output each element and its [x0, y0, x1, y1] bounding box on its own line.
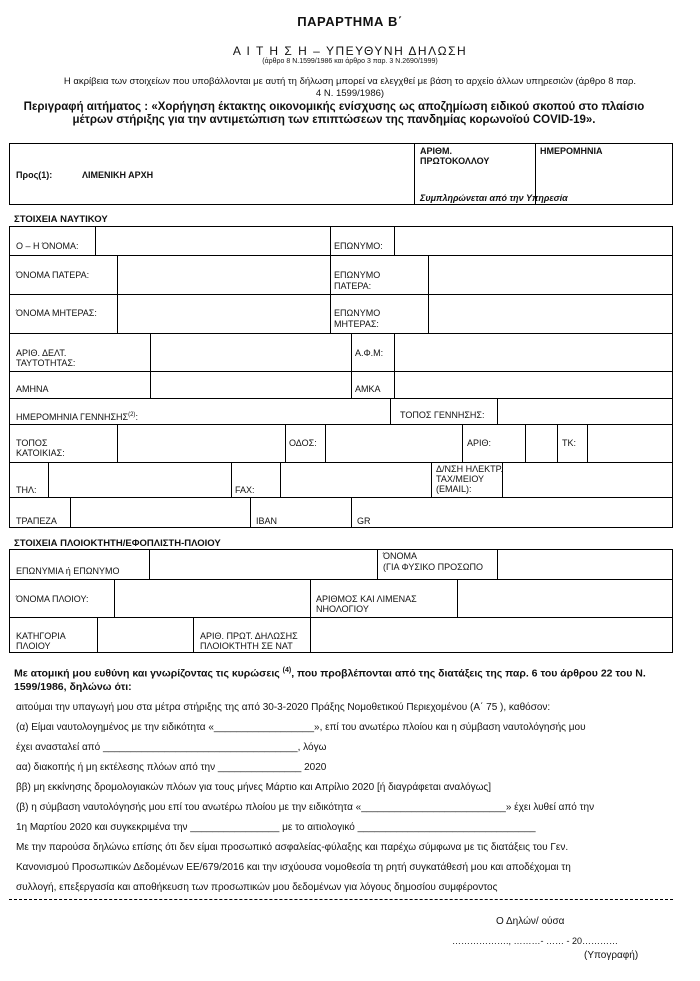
birth-date-colon: : [135, 412, 138, 422]
filled-by-service: Συμπληρώνεται από την Υπηρεσία [420, 193, 568, 203]
declaration-line-5: ββ) μη εκκίνησης δρομολογιακών πλόων για τους μήνες Μάρτιο και Απρίλιο 2020 [ή διαγράφεται αναλόγως] [16, 782, 492, 793]
request-text: «Χορήγηση έκτακτης οικονομικής ενίσχυσης ως αποζημίωση ειδικού σκοπού στο πλαίσιο μέτρων στήριξης για την αντιμετώπιση των επιπτώσεων της πανδημίας κορωνοϊού COVID-19». [72, 101, 645, 126]
birth-place-label: ΤΟΠΟΣ ΓΕΝΝΗΣΗΣ: [400, 410, 485, 420]
ship-name-label: ΌΝΟΜΑ ΠΛΟΙΟΥ: [16, 594, 89, 604]
afm-label: Α.Φ.Μ: [355, 348, 384, 358]
father-name-label: ΌΝΟΜΑ ΠΑΤΕΡΑ: [16, 270, 90, 280]
declaration-line-1: αιτούμαι την υπαγωγή μου στα μέτρα στήριξης της από 30-3-2020 Πράξης Νομοθετικού Περιεχομένου (Α΄ 75 ), καθόσον: [16, 702, 551, 713]
amina-label: ΑΜΗΝΑ [16, 384, 49, 394]
surname-label: ΕΠΩΝΥΜΟ: [334, 241, 383, 251]
protocol-number-label: ΑΡΙΘΜ. ΠΡΩΤΟΚΟΛΛΟΥ [420, 146, 490, 166]
residence-label-2: ΚΑΤΟΙΚΙΑΣ: [16, 448, 65, 458]
declaration-title [14, 664, 664, 694]
mother-surname-label-1: ΕΠΩΝΥΜΟ [334, 308, 381, 318]
form-legal-ref: (άρθρο 8 Ν.1599/1986 και άρθρο 3 παρ. 3 Ν.2690/1999) [262, 58, 438, 65]
postcode-label: ΤΚ: [562, 438, 577, 448]
declaration-title-a: Με ατομική μου ευθύνη και γνωρίζοντας τις κυρώσεις [14, 667, 280, 680]
owner-name-label-1: ΌΝΟΜΑ [383, 551, 417, 561]
declaration-line-6: (β) η σύμβαση ναυτολόγησής μου επί του ανωτέρω πλοίου με την ειδικότητα «__________________________» έχει λυθεί από την [16, 802, 595, 813]
email-label-1: Δ/ΝΣΗ ΗΛΕΚΤΡ. [436, 464, 503, 474]
id-number-label-1: ΑΡΙΘ. ΔΕΛΤ. [16, 348, 67, 358]
declaration-footnote: (4) [282, 667, 292, 674]
accuracy-note: Η ακρίβεια των στοιχείων που υποβάλλονται με αυτή τη δήλωση μπορεί να ελεγχθεί με βάση το αρχείο άλλων υπηρεσιών (άρθρο 8 παρ. 4 Ν. 1599/1986) [63, 76, 637, 99]
date-label: ΗΜΕΡΟΜΗΝΙΑ [540, 146, 603, 156]
request-description [6, 101, 662, 127]
father-surname-label-1: ΕΠΩΝΥΜΟ [334, 270, 381, 280]
iban-label: IBAN [256, 516, 278, 526]
annex-title: ΠΑΡΑΡΤΗΜΑ Β΄ [297, 14, 403, 29]
to-value: ΛΙΜΕΝΙΚΗ ΑΡΧΗ [82, 170, 154, 180]
declaration-divider [9, 899, 673, 900]
signature-date: ………………., ………- …… - 20………… [452, 936, 619, 946]
declaration-line-8: Με την παρούσα δηλώνω επίσης ότι δεν είμαι προσωπικό ασφαλείας-φύλαξης και παρέχω σύμφωνα με τις διατάξεις του Γεν. [16, 842, 569, 853]
fax-label: FAX: [235, 485, 255, 495]
id-number-label-2: ΤΑΥΤΟΤΗΤΑΣ: [16, 358, 76, 368]
sailor-section-header: ΣΤΟΙΧΕΙΑ ΝΑΥΤΙΚΟΥ [14, 214, 108, 225]
request-label: Περιγραφή αιτήματος : [23, 101, 149, 113]
declaration-title-b: , που προβλέπονται από της διατάξεις της παρ. 6 του άρθρου 22 του Ν. 1599/1986, δηλώνω ότι: [14, 667, 646, 693]
signature-label: (Υπογραφή) [584, 950, 639, 961]
birth-date-label [16, 410, 138, 422]
category-label-2: ΠΛΟΙΟΥ [16, 641, 51, 651]
birth-date-text: ΗΜΕΡΟΜΗΝΙΑ ΓΕΝΝΗΣΗΣ [16, 412, 129, 422]
declaration-line-7: 1η Μαρτίου 2020 και συγκεκριμένα την ________________ με το αιτιολογικό ________________________________ [16, 822, 536, 833]
declaration-line-10: συλλογή, επεξεργασία και αποθήκευση των προσωπικών μου δεδομένων για λόγους δημοσίου συμφέροντος [16, 882, 498, 893]
mother-name-label: ΌΝΟΜΑ ΜΗΤΕΡΑΣ: [16, 308, 97, 318]
street-number-label: ΑΡΙΘ: [467, 438, 492, 448]
registry-label-2: ΝΗΟΛΟΓΙΟΥ [316, 604, 369, 614]
ship-section-header: ΣΤΟΙΧΕΙΑ ΠΛΟΙΟΚΤΗΤΗ/ΕΦΟΠΛΙΣΤΗ-ΠΛΟΙΟΥ [14, 538, 221, 549]
declaration-line-4: αα) διακοπής ή μη εκτέλεσης πλόων από την _______________ 2020 [16, 762, 327, 773]
residence-label-1: ΤΟΠΟΣ [16, 438, 48, 448]
phone-label: ΤΗΛ: [16, 485, 37, 495]
declaration-line-2: (α) Είμαι ναυτολογημένος με την ειδικότητα «__________________», επί του ανωτέρω πλοίου και η σύμβαση ναυτολόγησής μου [16, 722, 586, 733]
company-label: ΕΠΩΝΥΜΙΑ ή ΕΠΩΝΥΜΟ [16, 566, 120, 576]
owner-name-label-2: (ΓΙΑ ΦΥΣΙΚΟ ΠΡΟΣΩΠΟ [383, 562, 483, 572]
declaration-line-9: Κανονισμού Προσωπικών Δεδομένων ΕΕ/679/2016 και την ισχύουσα νομοθεσία τη ρητή συγκατάθεσή μου και αποδέχομαι τη [16, 862, 571, 873]
gr-label: GR [357, 516, 371, 526]
registry-label-1: ΑΡΙΘΜΟΣ ΚΑΙ ΛΙΜΕΝΑΣ [316, 594, 417, 604]
street-label: ΟΔΟΣ: [289, 438, 317, 448]
form-title: Α Ι Τ Η Σ Η – ΥΠΕΥΘΥΝΗ ΔΗΛΩΣΗ [232, 44, 468, 58]
to-label: Προς(1): [16, 170, 53, 180]
first-name-label: Ο – Η ΌΝΟΜΑ: [16, 241, 79, 251]
birth-date-footnote: (2) [128, 412, 136, 418]
protocol-declaration-label-2: ΠΛΟΙΟΚΤΗΤΗ ΣΕ ΝΑΤ [200, 641, 293, 651]
mother-surname-label-2: ΜΗΤΕΡΑΣ: [334, 319, 379, 329]
category-label-1: ΚΑΤΗΓΟΡΙΑ [16, 631, 66, 641]
father-surname-label-2: ΠΑΤΕΡΑ: [334, 281, 372, 291]
email-label-2: ΤΑΧ/ΜΕΙΟΥ [436, 474, 485, 484]
email-label-3: (EMAIL): [436, 484, 472, 494]
amka-label: ΑΜΚΑ [355, 384, 381, 394]
protocol-declaration-label-1: ΑΡΙΘ. ΠΡΩΤ. ΔΗΛΩΣΗΣ [200, 631, 298, 641]
bank-label: ΤΡΑΠΕΖΑ [16, 516, 57, 526]
declaration-line-3: έχει ανασταλεί από ___________________________________, λόγω [16, 742, 327, 753]
declarant-label: Ο Δηλών/ ούσα [496, 916, 565, 927]
